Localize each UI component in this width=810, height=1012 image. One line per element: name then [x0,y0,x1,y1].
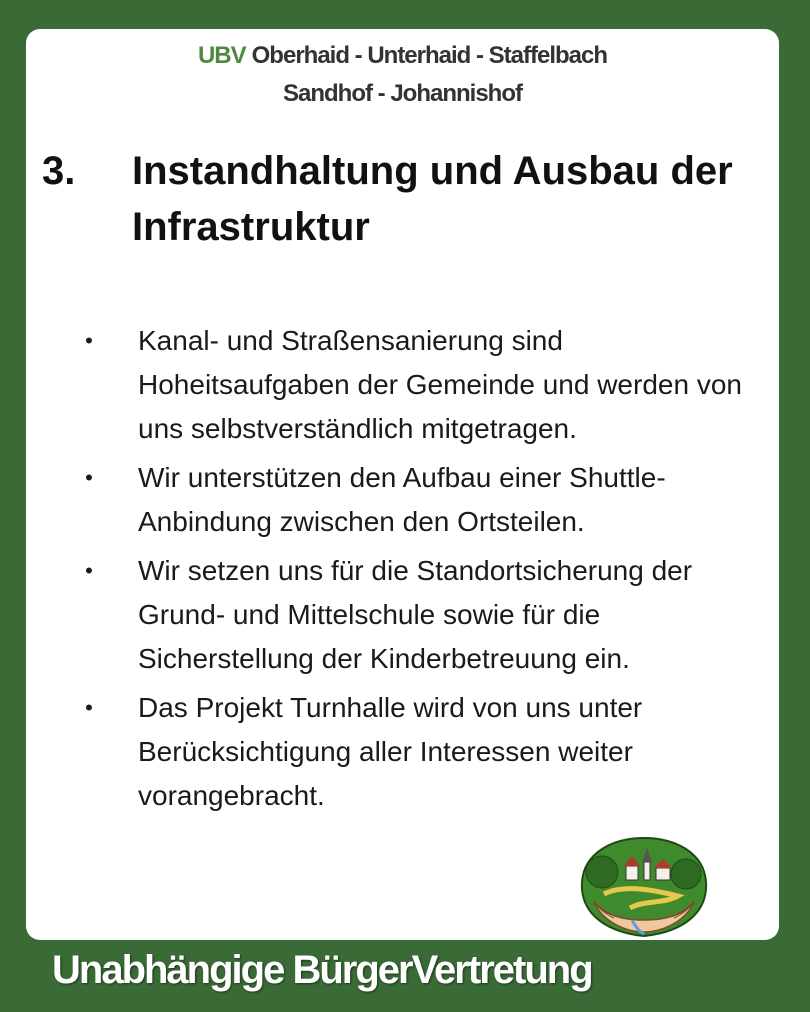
list-item [82,686,762,818]
footer-slogan: Unabhängige BürgerVertretung [52,948,592,992]
header-line-1 [26,37,779,75]
content-card [26,29,779,940]
header-villages-2: Sandhof - Johannishof [283,80,522,107]
header [26,37,779,113]
bullet-icon: • [85,465,93,490]
bullet-list [82,319,762,823]
bullet-text: Das Projekt Turnhalle wird von uns unter Berücksichtigung aller Interessen weiter vorangebracht. [138,692,643,811]
brand-abbreviation: UBV [197,42,246,69]
list-item [82,549,762,681]
bullet-icon: • [85,328,93,353]
header-villages-1: Oberhaid - Unterhaid - Staffelbach [251,42,608,69]
bullet-text: Wir unterstützen den Aufbau einer Shuttle-Anbindung zwischen den Ortsteilen. [138,462,666,537]
section-number: 3. [42,149,76,193]
bullet-icon: • [85,695,93,720]
list-item [82,456,762,544]
bullet-icon: • [85,558,93,583]
bullet-text: Wir setzen uns für die Standortsicherung der Grund- und Mittelschule sowie für die Sicherstellung der Kinderbetreuung ein. [138,555,693,674]
list-item [82,319,762,451]
section-title-text: Instandhaltung und Ausbau der Infrastruktur [132,149,733,249]
bullet-text: Kanal- und Straßensanierung sind Hoheitsaufgaben der Gemeinde und werden von uns selbstverständlich mitgetragen. [138,325,742,444]
village-in-hands-logo-icon [574,832,714,942]
